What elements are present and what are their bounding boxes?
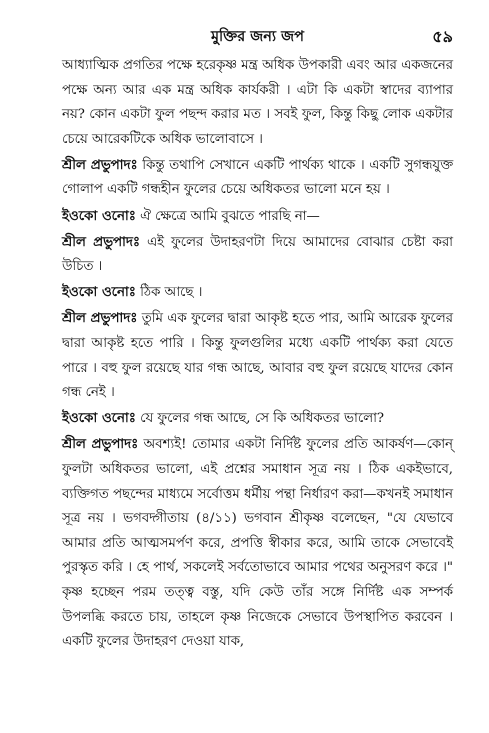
paragraph-text: অবশ্যই! তোমার একটা নির্দিষ্ট ফুলের প্রতি আকর্ষণ—কোন্ ফুলটা অধিকতর ভালো, এই প্রশ্নের সমাধান সূত্র নয় । ঠিক একইভাবে, ব্যক্তিগত পছন্দের মাধ্যমে সর্বোত্তম ধর্মীয় পন্থা নির্ধারণ করা—কখনই সমাধান সূত্র নয় । ভগবদ্গীতায় (৪/১১) ভগবান শ্রীকৃষ্ণ বলেছেন, "যে যেভাবে আমার প্রতি আত্মসমর্পণ করে, প্রপত্তি স্বীকার করে, আমি তাকে সেভাবেই পুরস্কৃত করি । হে পার্থ, সকলেই সর্বতোভাবে আমার পথের অনুসরণ করে ।" কৃষ্ণ হচ্ছেন পরম তত্ত্ব বস্তু, যদি কেউ তাঁর সঙ্গে নির্দিষ্ট এক সম্পর্ক উপলব্ধি করতে চায়, তাহলে কৃষ্ণ নিজেকে সেভাবে উপস্থাপিত করবেন । একটি ফুলের উদাহরণ দেওয়া যাক, — [62, 437, 453, 650]
paragraph-text: যে ফুলের গন্ধ আছে, সে কি অধিকতর ভালো? — [140, 411, 385, 427]
speaker-label: ইওকো ওনোঃ — [62, 285, 136, 301]
speaker-label: শ্রীল প্রভুপাদঃ — [62, 311, 138, 327]
speaker-label: শ্রীল প্রভুপাদঃ — [62, 234, 140, 250]
paragraph-text: আধ্যাত্মিক প্রগতির পক্ষে হরেকৃষ্ণ মন্ত্র অধিক উপকারী এবং আর একজনের পক্ষে অন্য আর এক মন্ত্র অধিক কার্যকরী । এটা কি একটা স্বাদের ব্যাপার নয়? কোন একটা ফুল পছন্দ করার মত । সবই ফুল, কিন্তু কিছু লোক একটার চেয়ে আরেকটিকে অধিক ভালোবাসে । — [62, 58, 453, 147]
paragraph-1 — [62, 54, 453, 152]
speaker-label: শ্রীল প্রভুপাদঃ — [62, 157, 138, 173]
page-header — [62, 22, 453, 54]
page-body — [62, 54, 453, 655]
paragraph-text: কিন্তু তথাপি সেখানে একটি পার্থক্য থাকে । একটি সুগন্ধযুক্ত গোলাপ একটি গন্ধহীন ফুলের চেয়ে অধিকতর ভালো মনে হয় । — [62, 157, 453, 198]
paragraph-text: এই ফুলের উদাহরণটা দিয়ে আমাদের বোঝার চেষ্টা করা উচিত । — [62, 234, 453, 275]
paragraph-3 — [62, 205, 453, 230]
paragraph-5 — [62, 281, 453, 306]
paragraph-8 — [62, 433, 453, 654]
paragraph-6 — [62, 307, 453, 405]
speaker-label: ইওকো ওনোঃ — [62, 208, 136, 224]
paragraph-2 — [62, 154, 453, 203]
paragraph-4 — [62, 231, 453, 280]
paragraph-text: ঠিক আছে । — [140, 285, 203, 301]
speaker-label: ইওকো ওনোঃ — [62, 411, 136, 427]
paragraph-text: তুমি এক ফুলের দ্বারা আকৃষ্ট হতে পার, আমি আরেক ফুলের দ্বারা আকৃষ্ট হতে পারি । কিন্তু ফুলগুলির মধ্যে একটি পার্থক্য করা যেতে পারে । বহু ফুল রয়েছে যার গন্ধ আছে, আবার বহু ফুল রয়েছে যাদের কোন গন্ধ নেই । — [62, 311, 453, 401]
speaker-label: শ্রীল প্রভুপাদঃ — [62, 437, 139, 453]
running-title: মুক্তির জন্য জপ — [210, 29, 304, 45]
paragraph-7 — [62, 407, 453, 432]
paragraph-text: ঐ ক্ষেত্রে আমি বুঝতে পারছি না— — [140, 208, 320, 224]
page-number: ৫৯ — [432, 27, 453, 46]
